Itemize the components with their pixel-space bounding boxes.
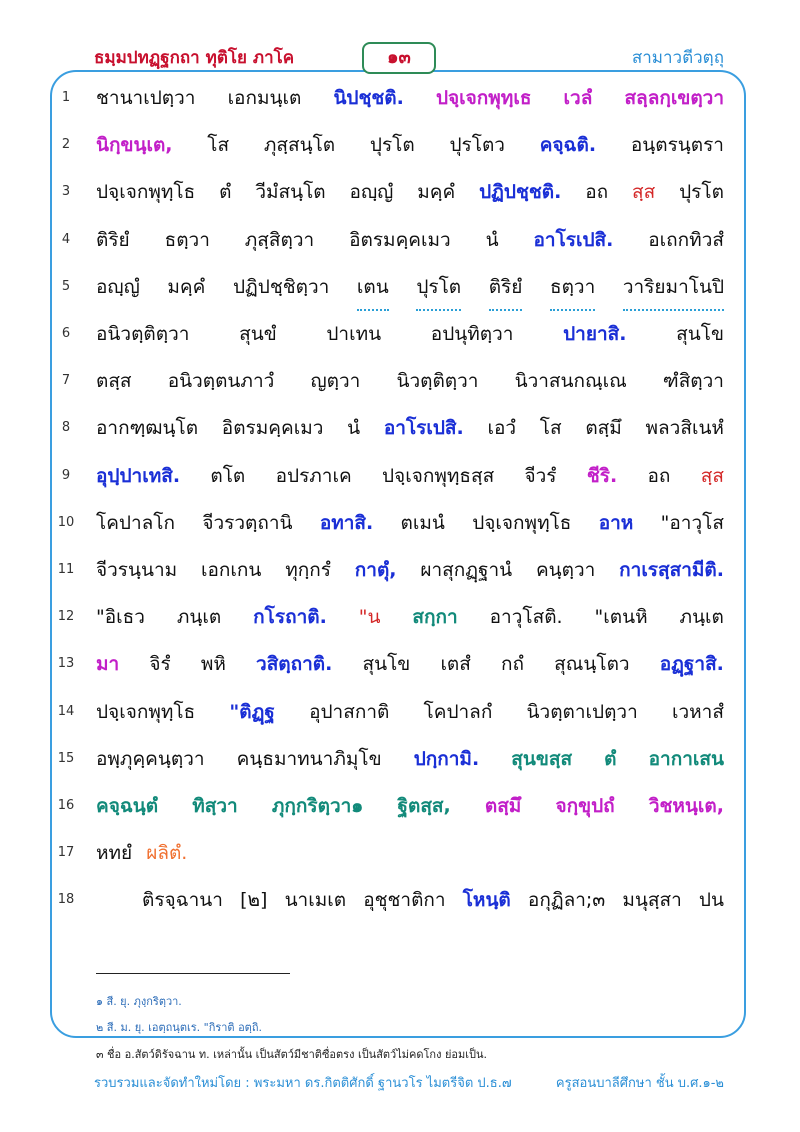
line-text xyxy=(96,595,724,639)
word: นาเมเต xyxy=(284,889,347,912)
word: จิรํ xyxy=(149,653,171,676)
word: อิตรมคฺคเมว xyxy=(221,417,324,440)
word: [๒] xyxy=(240,889,268,912)
word: สุนโข xyxy=(676,323,724,345)
word: โคปาลกํ xyxy=(423,700,493,723)
word: พลวสิเนหํ xyxy=(645,417,724,440)
word: ตสฺส xyxy=(96,370,132,393)
line-number: 2 xyxy=(61,137,71,153)
word: กโรถาติ. xyxy=(253,606,327,629)
word: สุณนฺโตว xyxy=(554,653,630,676)
word: อุปฺปาเทสิ. xyxy=(96,464,181,487)
word: โหนฺติ xyxy=(462,889,511,912)
word: อนิวตฺตนภาวํ xyxy=(167,370,275,393)
word: ตเมนํ xyxy=(400,511,445,534)
word: ปุรโต xyxy=(369,134,415,157)
word: นิวตฺติตฺวา xyxy=(396,370,479,393)
word: เวหาสํ xyxy=(671,700,724,723)
line-text xyxy=(96,406,724,450)
line-number: 3 xyxy=(61,184,71,200)
word: ปายาสิ. xyxy=(563,323,627,345)
text-line xyxy=(0,690,800,734)
word: อญฺญํ xyxy=(96,275,140,298)
line-text xyxy=(96,501,724,545)
line-number: 9 xyxy=(61,467,71,483)
word: "อิเธว xyxy=(96,606,145,629)
line-text xyxy=(142,878,724,922)
word: โส xyxy=(207,134,230,157)
word: ปจฺเจกพุทฺโธ xyxy=(96,700,196,723)
word: จีวรนฺนาม xyxy=(96,559,178,581)
word: เวลํ xyxy=(563,87,593,109)
word: เตน xyxy=(357,265,389,311)
line-text xyxy=(96,454,724,498)
word: จีวรํ xyxy=(524,464,557,487)
word: อเถกทิวสํ xyxy=(648,228,724,251)
line-number: 11 xyxy=(57,562,75,577)
word: มคฺคํ xyxy=(417,181,456,204)
word: ภนฺเต xyxy=(176,606,222,629)
word: "อาวุโส xyxy=(660,511,724,534)
word: ปจฺเจกพุทฺเธ xyxy=(435,87,532,109)
word: "น xyxy=(358,606,381,629)
word: อกุฏิลา;๓ xyxy=(527,889,606,912)
page-footer xyxy=(94,1072,724,1093)
word: สฺส xyxy=(700,464,724,487)
line-text xyxy=(96,76,724,120)
word: ปุรโต xyxy=(679,181,724,204)
word: ทุกฺกรํ xyxy=(285,559,331,581)
word: ติริยํ xyxy=(96,228,130,251)
line-number: 12 xyxy=(57,609,75,625)
line-number: 7 xyxy=(61,373,71,389)
word: อากาเสน xyxy=(648,747,724,770)
word: เอกมนฺเต xyxy=(227,87,302,109)
word: วสิตฺถาติ. xyxy=(256,653,333,676)
footnote-2: ๒ สี. ม. ยุ. เอตฺถนฺตเร. "กิราติ อตฺถิ. xyxy=(96,1021,262,1034)
text-line xyxy=(0,548,800,592)
word: ธตฺวา xyxy=(164,228,210,251)
line-text xyxy=(96,690,724,734)
word: วีมํสนฺโต xyxy=(255,181,326,204)
word: ภุกฺกริตฺวา๑ xyxy=(271,795,364,817)
word: ปน xyxy=(698,889,724,912)
footnote-1: ๑ สี. ยุ. ภุงฺกริตฺวา. xyxy=(96,995,182,1008)
word: ธตฺวา xyxy=(550,265,595,311)
word: สลฺลกฺเขตฺวา xyxy=(624,87,724,109)
word: ปาเทน xyxy=(326,323,382,345)
word: ปจฺเจกพุทฺโธ xyxy=(472,511,572,534)
line-number: 8 xyxy=(61,420,71,436)
text-line xyxy=(0,454,800,498)
word: นิปชฺชติ. xyxy=(333,87,404,109)
word: อาโรเปสิ. xyxy=(383,417,464,440)
text-line xyxy=(0,359,800,403)
word: ติริยํ xyxy=(489,265,523,311)
word: อาโรเปสิ. xyxy=(533,228,614,251)
word: ภนฺเต xyxy=(679,606,724,629)
word: โส xyxy=(539,417,562,440)
word: ฑํสิตฺวา xyxy=(662,370,724,393)
line-number: 5 xyxy=(61,278,71,294)
word: อถ xyxy=(585,181,609,204)
text-line xyxy=(0,642,800,686)
word: "ติฏฺฐ xyxy=(229,700,275,723)
text-line xyxy=(0,76,800,120)
word: เอวํ xyxy=(487,417,517,440)
footer-compiler: รวบรวมและจัดทำใหม่โดย : พระมหา ดร.กิตติศักดิ์ ฐานวโร ไมตรีจิต ป.ธ.๗ xyxy=(94,1076,512,1091)
word: กาเรสฺสามีติ. xyxy=(619,559,724,581)
text-line xyxy=(0,406,800,450)
text-line xyxy=(0,831,800,875)
word: อนฺตรนฺตรา xyxy=(630,134,724,157)
word: ปุรโต xyxy=(416,265,461,311)
line-text xyxy=(96,831,724,875)
word: ตสฺมึ xyxy=(585,417,622,440)
word: ผลิตํ. xyxy=(146,842,188,865)
word: สฺส xyxy=(632,181,656,204)
line-text xyxy=(96,737,724,781)
word: ปฏิปชฺชิตฺวา xyxy=(232,275,330,298)
word: มา xyxy=(96,653,120,676)
word: อญฺญํ xyxy=(349,181,394,204)
word: ชีริ. xyxy=(586,464,618,487)
text-line xyxy=(0,878,800,922)
line-text xyxy=(96,265,724,311)
word: ภุสฺสนฺโต xyxy=(263,134,336,157)
word: มนุสฺสา xyxy=(622,889,682,912)
line-text xyxy=(96,218,724,262)
line-number: 6 xyxy=(61,326,71,341)
word: ปฏิปชฺชติ. xyxy=(479,181,562,204)
word: ผาสุกฏฺฐานํ xyxy=(420,559,513,581)
word: หทยํ xyxy=(96,842,133,865)
line-text xyxy=(96,170,724,214)
word: ปกฺกามิ. xyxy=(413,747,480,770)
word: สุนขสฺส xyxy=(511,747,573,770)
word: นํ xyxy=(347,417,361,440)
word: ญตฺวา xyxy=(310,370,361,393)
line-number: 13 xyxy=(57,656,75,672)
text-line xyxy=(0,123,800,167)
word: วาริยมาโนปิ xyxy=(623,265,724,311)
line-text xyxy=(96,359,724,403)
line-text xyxy=(96,642,724,686)
word: พหิ xyxy=(200,653,226,676)
line-number: 10 xyxy=(57,514,75,530)
word: ภุสฺสิตฺวา xyxy=(244,228,315,251)
word: เอกเกน xyxy=(201,559,262,581)
word: ปุรโตว xyxy=(449,134,505,157)
text-line xyxy=(0,784,800,828)
word: นํ xyxy=(485,228,499,251)
line-number: 16 xyxy=(57,798,75,813)
text-line xyxy=(0,501,800,545)
text-line xyxy=(0,312,800,356)
word: คจฺฉนฺตํ xyxy=(96,795,159,817)
line-number: 1 xyxy=(61,90,71,105)
text-line xyxy=(0,595,800,639)
word: อปรภาเค xyxy=(275,464,352,487)
word: ทิสฺวา xyxy=(192,795,238,817)
word: อุปาสกาติ xyxy=(309,700,390,723)
word: มคฺคํ xyxy=(167,275,206,298)
word: อิตรมคฺคเมว xyxy=(349,228,451,251)
line-number: 14 xyxy=(57,703,75,719)
word: ชานาเปตฺวา xyxy=(96,87,196,109)
word: ปจฺเจกพุทฺโธ xyxy=(96,181,196,204)
story-title: สามาวตีวตฺถุ xyxy=(631,48,724,68)
word: โคปาลโก xyxy=(96,511,175,534)
page-number: ๑๓ xyxy=(362,42,436,74)
word: อปนุทิตฺวา xyxy=(430,323,514,345)
word: ปจฺเจกพุทฺธสฺส xyxy=(382,464,495,487)
line-text xyxy=(96,548,724,592)
text-line xyxy=(0,265,800,309)
line-text xyxy=(96,123,724,167)
word: "เตนหิ xyxy=(594,606,648,629)
word: สกฺกา xyxy=(412,606,458,629)
line-text xyxy=(96,784,724,828)
word: อฏฺฐาสิ. xyxy=(659,653,724,676)
book-title: ธมฺมปทฏฺฐกถา ทุติโย ภาโค xyxy=(94,48,295,68)
word: อาวุโสติ. xyxy=(489,606,563,629)
word: เตสํ xyxy=(440,653,471,676)
word: นิกฺขนฺเต, xyxy=(96,134,173,157)
word: คนฺธมาทนาภิมุโข xyxy=(236,747,382,770)
word: อทาสิ. xyxy=(319,511,374,534)
word: ตโต xyxy=(210,464,246,487)
word: อุชุชาติกา xyxy=(363,889,446,912)
word: สุนขํ xyxy=(239,323,277,345)
line-number: 4 xyxy=(61,231,71,247)
word: จกฺขุปถํ xyxy=(555,795,615,817)
word: กถํ xyxy=(501,653,525,676)
word: คนฺตฺวา xyxy=(535,559,596,581)
word: นิวาสนกณฺเณ xyxy=(514,370,627,393)
line-text xyxy=(96,312,724,356)
line-number: 18 xyxy=(57,892,75,908)
word: สุนโข xyxy=(362,653,411,676)
word: ตํ xyxy=(219,181,232,204)
text-line xyxy=(0,737,800,781)
word: คจฺฉติ. xyxy=(539,134,597,157)
word: อถ xyxy=(647,464,671,487)
word: ฐิตสฺส, xyxy=(397,795,451,817)
footnote-rule xyxy=(96,973,290,974)
word: อาห xyxy=(598,511,634,534)
word: ติรจฺฉานา xyxy=(142,889,223,912)
text-line xyxy=(0,218,800,262)
word: อพฺภุคฺคนฺตฺวา xyxy=(96,747,205,770)
footer-course: ครูสอนบาลีศึกษา ชั้น บ.ศ.๑-๒ xyxy=(555,1076,724,1091)
line-number: 15 xyxy=(57,750,75,766)
word: อากฑฺฒนฺโต xyxy=(96,417,199,440)
line-number: 17 xyxy=(57,845,75,861)
text-line xyxy=(0,170,800,214)
word: นิวตฺตาเปตฺวา xyxy=(526,700,638,723)
word: ตํ xyxy=(604,747,617,770)
footnote-3: ๓ ชื่อ อ.สัตว์ดิรัจฉาน ท. เหล่านั้น เป็นสัตว์มีชาติซื่อตรง เป็นสัตว์ไม่คดโกง ย่อมเป็น. xyxy=(96,1048,488,1061)
word: ตสฺมึ xyxy=(484,795,522,817)
word: กาตุํ, xyxy=(354,559,397,581)
word: วิชหนฺเต, xyxy=(648,795,724,817)
word: อนิวตฺติตฺวา xyxy=(96,323,190,345)
word: จีวรวตฺถานิ xyxy=(202,511,293,534)
